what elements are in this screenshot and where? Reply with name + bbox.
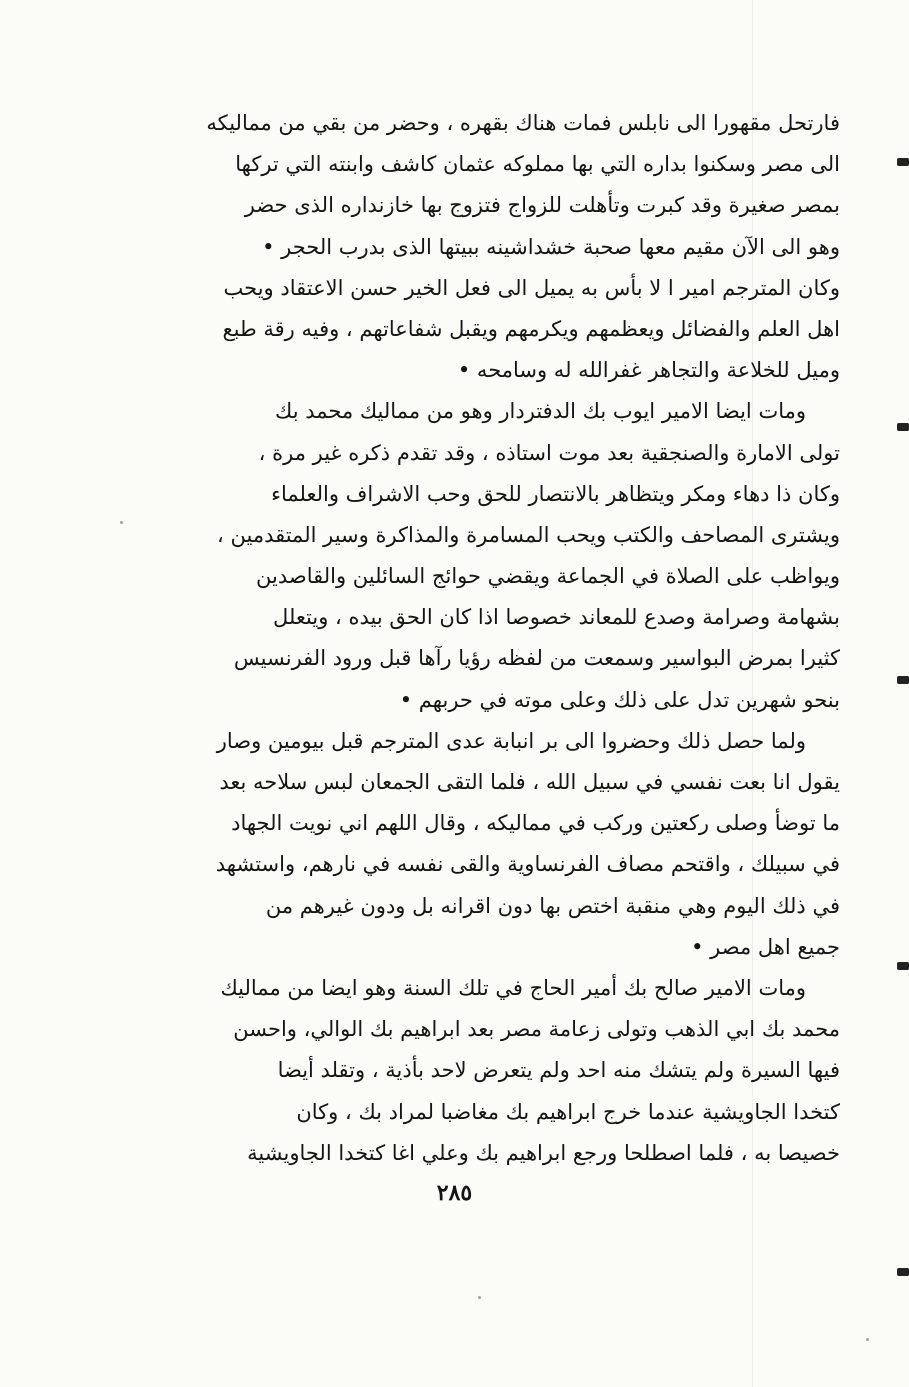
text-line: فارتحل مقهورا الى نابلس فمات هناك بقهره ، وحضر من بقي من مماليكه bbox=[206, 111, 840, 135]
paragraph-start-line: ومات ايضا الامير ايوب بك الدفتردار وهو من مماليك محمد بك bbox=[275, 399, 806, 424]
text-line: بمصر صغيرة وقد كبرت وتأهلت للزواج فتزوج بها خازنداره الذى حضر bbox=[244, 193, 840, 218]
binding-mark bbox=[897, 676, 909, 684]
text-line: محمد بك ابي الذهب وتولى زعامة مصر بعد ابراهيم بك الوالي، واحسن bbox=[233, 1017, 840, 1042]
text-line: وكان ذا دهاء ومكر ويتظاهر بالانتصار للحق وحب الاشراف والعلماء bbox=[271, 481, 840, 506]
page-number: ٢٨٥ bbox=[436, 1180, 473, 1206]
text-line: خصيصا به ، فلما اصطلحا ورجع ابراهيم بك وعلي اغا كتخدا الجاويشية bbox=[247, 1140, 840, 1165]
text-line: في سبيلك ، واقتحم مصاف الفرنساوية والقى نفسه في نارهم، واستشهد bbox=[215, 852, 840, 877]
text-line: كثيرا بمرض البواسير وسمعت من لفظه رؤيا رآها قبل ورود الفرنسيس bbox=[233, 646, 840, 671]
text-line: جميع اهل مصر • bbox=[691, 934, 840, 959]
text-line: ويواظب على الصلاة في الجماعة ويقضي حوائج السائلين والقاصدين bbox=[256, 564, 840, 589]
binding-mark bbox=[897, 423, 909, 431]
paper-speck bbox=[478, 1296, 481, 1299]
paper-speck bbox=[120, 521, 123, 524]
paragraph-start-line: ومات الامير صالح بك أمير الحاج في تلك السنة وهو ايضا من مماليك bbox=[220, 975, 806, 1000]
text-line: تولى الامارة والصنجقية بعد موت استاذه ، وقد تقدم ذكره غير مرة ، bbox=[258, 440, 840, 465]
text-line: بنحو شهرين تدل على ذلك وعلى موته في حربهم • bbox=[399, 687, 840, 712]
text-line: كتخدا الجاويشية عندما خرج ابراهيم بك مغاضبا لمراد بك ، وكان bbox=[296, 1099, 840, 1124]
text-line: بشهامة وصرامة وصدع للمعاند خصوصا اذا كان الحق بيده ، ويتعلل bbox=[273, 605, 840, 630]
text-line: ما توضأ وصلى ركعتين وركب في مماليكه ، وقال اللهم اني نويت الجهاد bbox=[231, 811, 840, 836]
paper-speck bbox=[866, 1338, 869, 1341]
text-line: في ذلك اليوم وهي منقبة اختص بها دون اقرانه بل ودون غيرهم من bbox=[265, 893, 840, 918]
paragraph-start-line: ولما حصل ذلك وحضروا الى بر انبابة عدى المترجم قبل بيومين وصار bbox=[216, 728, 806, 753]
text-line: اهل العلم والفضائل ويعظمهم ويكرمهم ويقبل شفاعاتهم ، وفيه رقة طبع bbox=[222, 316, 840, 341]
text-line: فيها السيرة ولم يتشك منه احد ولم يتعرض لاحد بأذية ، وتقلد أيضا bbox=[277, 1058, 840, 1083]
text-line: الى مصر وسكنوا بداره التي بها مملوكه عثمان كاشف وابنته التي تركها bbox=[235, 152, 840, 177]
binding-mark bbox=[897, 1268, 909, 1276]
arabic-text-body bbox=[128, 103, 840, 1174]
text-line: وهو الى الآن مقيم معها صحبة خشداشينه ببيتها الذى بدرب الحجر • bbox=[262, 234, 840, 259]
binding-mark bbox=[897, 962, 909, 970]
text-line: وميل للخلاعة والتجاهر غفرالله له وسامحه • bbox=[457, 358, 840, 383]
text-line: وكان المترجم امير ا لا بأس به يميل الى فعل الخير حسن الاعتقاد ويحب bbox=[223, 275, 840, 300]
text-line: يقول انا بعت نفسي في سبيل الله ، فلما التقى الجمعان لبس سلاحه بعد bbox=[219, 770, 840, 794]
text-line: ويشترى المصاحف والكتب ويحب المسامرة والمذاكرة وسير المتقدمين ، bbox=[217, 522, 840, 547]
binding-mark bbox=[897, 158, 909, 166]
